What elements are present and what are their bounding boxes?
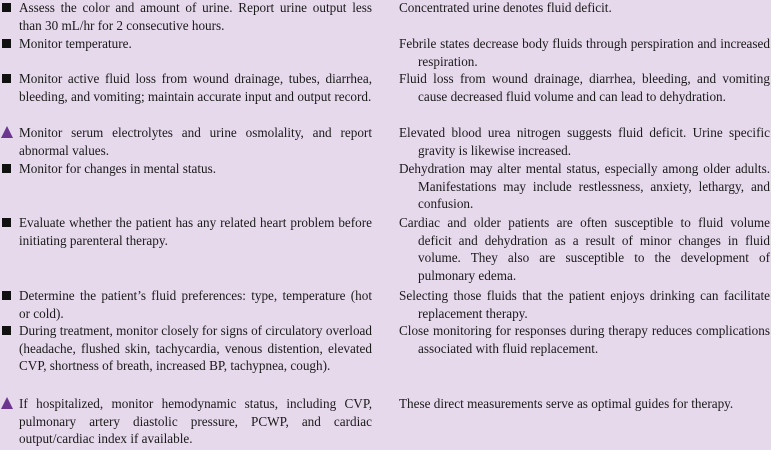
rationale-text: Fluid loss from wound drainage, diarrhea, bleeding, and vomiting cause decreased fluid volume and can lead to dehydration. [399,71,770,104]
rationale-text: These direct measurements serve as optimal guides for therapy. [399,396,734,411]
square-bullet-icon [1,0,15,17]
intervention-text: Monitor temperature. [19,36,132,51]
intervention-text: If hospitalized, monitor hemodynamic status, including CVP, pulmonary artery diastolic pressure, PCWP, and cardiac output/cardiac index if available. [19,396,372,447]
square-bullet-icon [1,70,15,88]
rationale-text: Elevated blood urea nitrogen suggests fluid deficit. Urine specific gravity is likewise increased. [399,125,770,158]
rationale-text: Febrile states decrease body fluids through perspiration and increased respiration. [399,36,770,69]
square-bullet-icon [1,322,15,340]
intervention-text: Evaluate whether the patient has any related heart problem before initiating parenteral therapy. [19,215,372,248]
square-bullet-icon [1,287,15,305]
intervention-text: Monitor for changes in mental status. [19,161,217,176]
triangle-bullet-icon [1,124,15,142]
rationale-text: Dehydration may alter mental status, especially among older adults. Manifestations may include restlessness, anxiety, lethargy, and confusion. [399,161,770,212]
rationale-text: Close monitoring for responses during therapy reduces complications associated with fluid replacement. [399,323,770,356]
triangle-bullet-icon [1,395,15,413]
square-bullet-icon [1,160,15,178]
intervention-text: Assess the color and amount of urine. Report urine output less than 30 mL/hr for 2 consecutive hours. [19,0,372,33]
rationale-text: Cardiac and older patients are often susceptible to fluid volume deficit and dehydration as a result of minor changes in fluid volume. They also are susceptible to the development of pulmonary edema. [399,215,770,283]
intervention-text: Determine the patient’s fluid preferences: type, temperature (hot or cold). [19,288,372,321]
intervention-text: During treatment, monitor closely for signs of circulatory overload (headache, flushed skin, tachycardia, venous distention, elevated CVP, shortness of breath, increased BP, tachypnea, cough). [19,323,372,374]
rationale-text: Concentrated urine denotes fluid deficit. [399,0,612,15]
intervention-text: Monitor serum electrolytes and urine osmolality, and report abnormal values. [19,125,372,158]
square-bullet-icon [1,214,15,232]
intervention-text: Monitor active fluid loss from wound drainage, tubes, diarrhea, bleeding, and vomiting; maintain accurate input and output record. [19,71,372,104]
rationale-text: Selecting those fluids that the patient enjoys drinking can facilitate replacement therapy. [399,288,770,321]
square-bullet-icon [1,35,15,53]
